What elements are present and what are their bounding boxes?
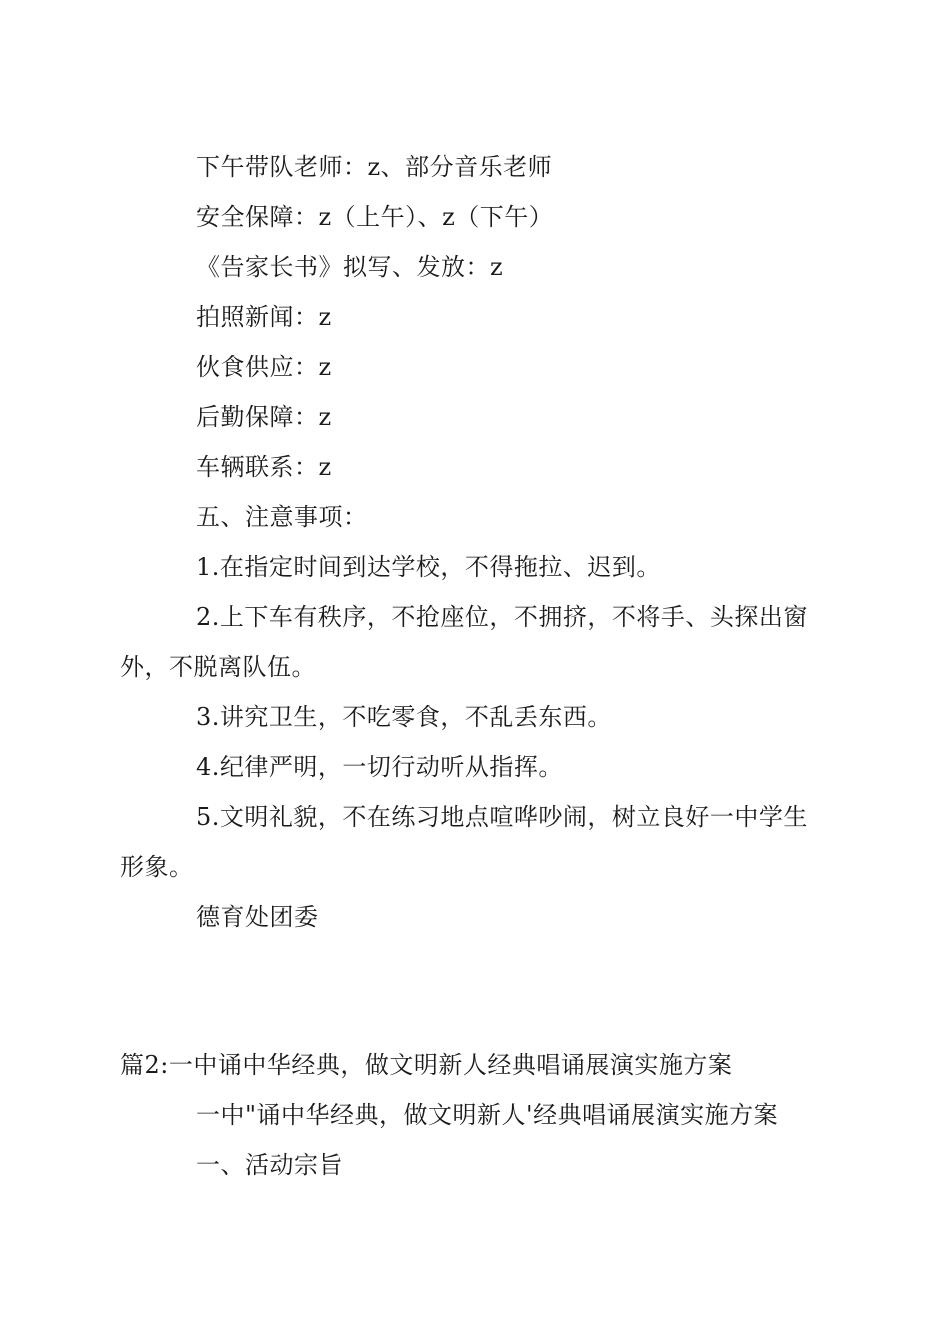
- section-one-heading: 一、活动宗旨: [196, 1151, 343, 1179]
- afternoon-teachers-line: 下午带队老师：z、部分音乐老师: [196, 153, 553, 181]
- plan-title: 一中"诵中华经典，做文明新人'经典唱诵展演实施方案: [196, 1101, 779, 1129]
- vehicle-contact-line: 车辆联系：z: [196, 453, 332, 481]
- note-item-2: 2.上下车有秩序，不抢座位，不拥挤，不将手、头探出窗: [196, 603, 808, 631]
- section-title: 篇2:一中诵中华经典，做文明新人经典唱诵展演实施方案: [120, 1051, 733, 1079]
- photo-news-line: 拍照新闻：z: [196, 303, 332, 331]
- note-item-2-continued: 外，不脱离队伍。: [120, 653, 316, 681]
- note-item-3: 3.讲究卫生，不吃零食，不乱丢东西。: [196, 703, 612, 731]
- note-item-5-continued: 形象。: [120, 853, 194, 881]
- note-item-4: 4.纪律严明，一切行动听从指挥。: [196, 753, 563, 781]
- parent-letter-line: 《告家长书》拟写、发放：z: [196, 253, 504, 281]
- section-five-heading: 五、注意事项：: [196, 503, 368, 531]
- safety-line: 安全保障：z（上午）、z（下午）: [196, 203, 554, 231]
- note-item-5: 5.文明礼貌，不在练习地点喧哗吵闹，树立良好一中学生: [196, 803, 808, 831]
- signature-line: 德育处团委: [196, 903, 319, 931]
- food-supply-line: 伙食供应：z: [196, 353, 332, 381]
- logistics-line: 后勤保障：z: [196, 403, 332, 431]
- note-item-1: 1.在指定时间到达学校，不得拖拉、迟到。: [196, 553, 661, 581]
